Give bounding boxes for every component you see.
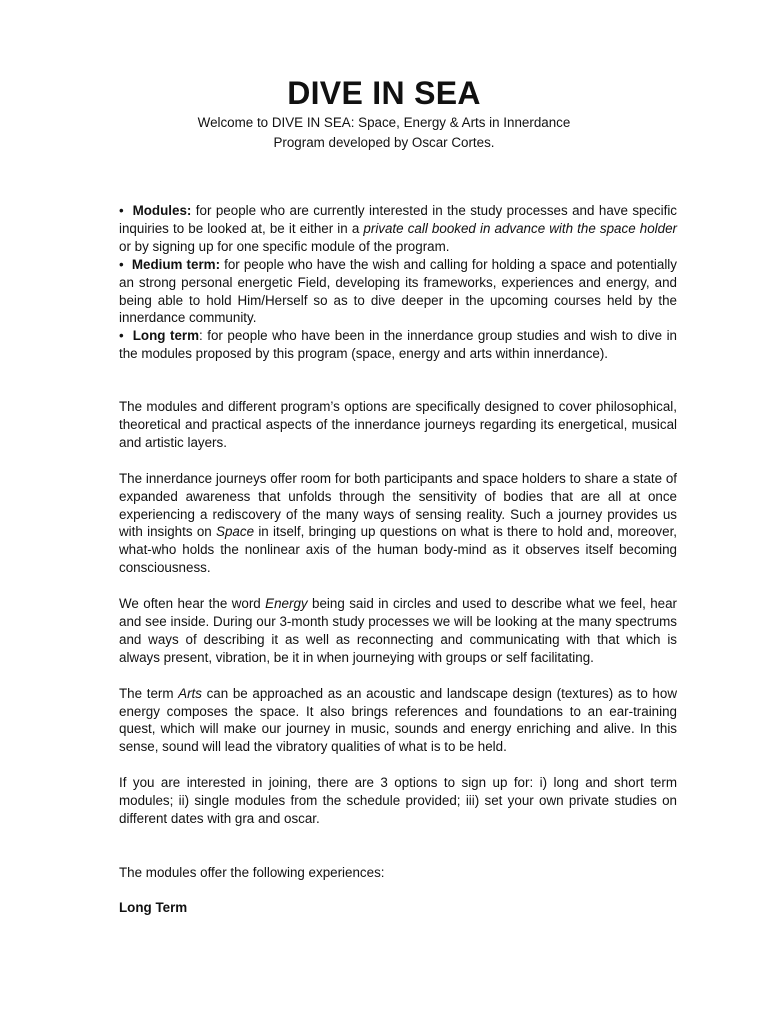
document-body: [119, 202, 677, 917]
bullet-text-modules-1: for people who are currently interested in the study processes and have specific inquiries to be looked at, be it either in a: [119, 203, 677, 236]
paragraph-energy-text-1: We often hear the word: [119, 596, 266, 612]
section-heading-long-term: Long Term: [119, 900, 188, 916]
bullet-long-term: [119, 327, 677, 363]
paragraph-modules-options: The modules and different program’s options are specifically designed to cover philosophical, theoretical and practical aspects of the innerdance journeys regarding its energetical, musical and artistic layers.: [119, 399, 677, 450]
bullet-term-long: Long term: [132, 328, 200, 344]
bullet-modules: [119, 202, 677, 256]
bullet-text-modules-2: or by signing up for one specific module of the program.: [119, 238, 450, 254]
paragraph-journeys-text-2: in itself, bringing up questions on what is there to hold and, moreover, what-who holds the nonlinear axis of the human body-mind as it observes itself becoming consciousness.: [119, 524, 678, 576]
paragraph-arts: [119, 685, 677, 757]
paragraph-arts-text-1: The term: [119, 685, 179, 701]
paragraph-journeys-text-1: The innerdance journeys offer room for both participants and space holders to share a state of expanded awareness that unfolds through the sensitivity of bodies that are all at once experiencing a rediscovery of the many ways of sensing reality. Such a journey provides us with insights on: [119, 470, 677, 540]
paragraph-energy: [119, 595, 677, 667]
paragraph-energy-text-2: being said in circles and used to describe what we feel, hear and see inside. During our 3-month study processes we will be looking at the many spectrums and ways of describing it as well as reconnecting and communicating with that which is always present, vibration, be it in when journeying with groups or self facilitating.: [119, 596, 678, 665]
bullet-italic-modules: private call booked in advance with the space holder: [363, 220, 677, 236]
paragraph-energy-italic: Energy: [265, 596, 308, 612]
bullet-symbol: •: [119, 203, 124, 218]
bullet-medium-term: [119, 256, 677, 328]
paragraph-experiences: The modules offer the following experiences:: [119, 864, 385, 880]
bullet-term-medium: Medium term:: [131, 256, 221, 272]
bullet-text-long: : for people who have been in the innerdance group studies and wish to dive in the modules proposed by this program (space, energy and arts within innerdance).: [119, 328, 677, 362]
paragraph-arts-italic: Arts: [178, 685, 202, 701]
paragraph-journeys-italic: Space: [216, 524, 255, 540]
bullet-symbol: •: [119, 256, 124, 272]
document-subtitle-line-2: Program developed by Oscar Cortes.: [273, 135, 495, 150]
document-title: DIVE IN SEA: [287, 75, 481, 111]
paragraph-arts-text-2: can be approached as an acoustic and landscape design (textures) as to how energy composes the space. It also brings references and foundations to an ear-training quest, which will make our journey in music, sounds and energy enriching and alive. In this sense, sound will lead the vibratory qualities of what is to be held.: [119, 685, 677, 755]
bullet-symbol: •: [119, 328, 124, 344]
audience-bullet-list: [119, 202, 677, 363]
document-subtitle-line-1: Welcome to DIVE IN SEA: Space, Energy & Arts in Innerdance: [197, 115, 571, 130]
bullet-term-modules: Modules:: [132, 203, 192, 218]
document-header: [0, 74, 768, 152]
paragraph-join: If you are interested in joining, there are 3 options to sign up for: i) long and short term modules; ii) single modules from the schedule provided; iii) set your own private studies on different dates with gra and oscar.: [119, 775, 677, 826]
paragraph-journeys: [119, 470, 677, 577]
bullet-text-medium: for people who have the wish and calling for holding a space and potentially an strong personal energetic Field, developing its frameworks, experiences and energy, and being able to hold Him/Herself so as to dive deeper in the upcoming courses held by the innerdance community.: [119, 256, 677, 326]
